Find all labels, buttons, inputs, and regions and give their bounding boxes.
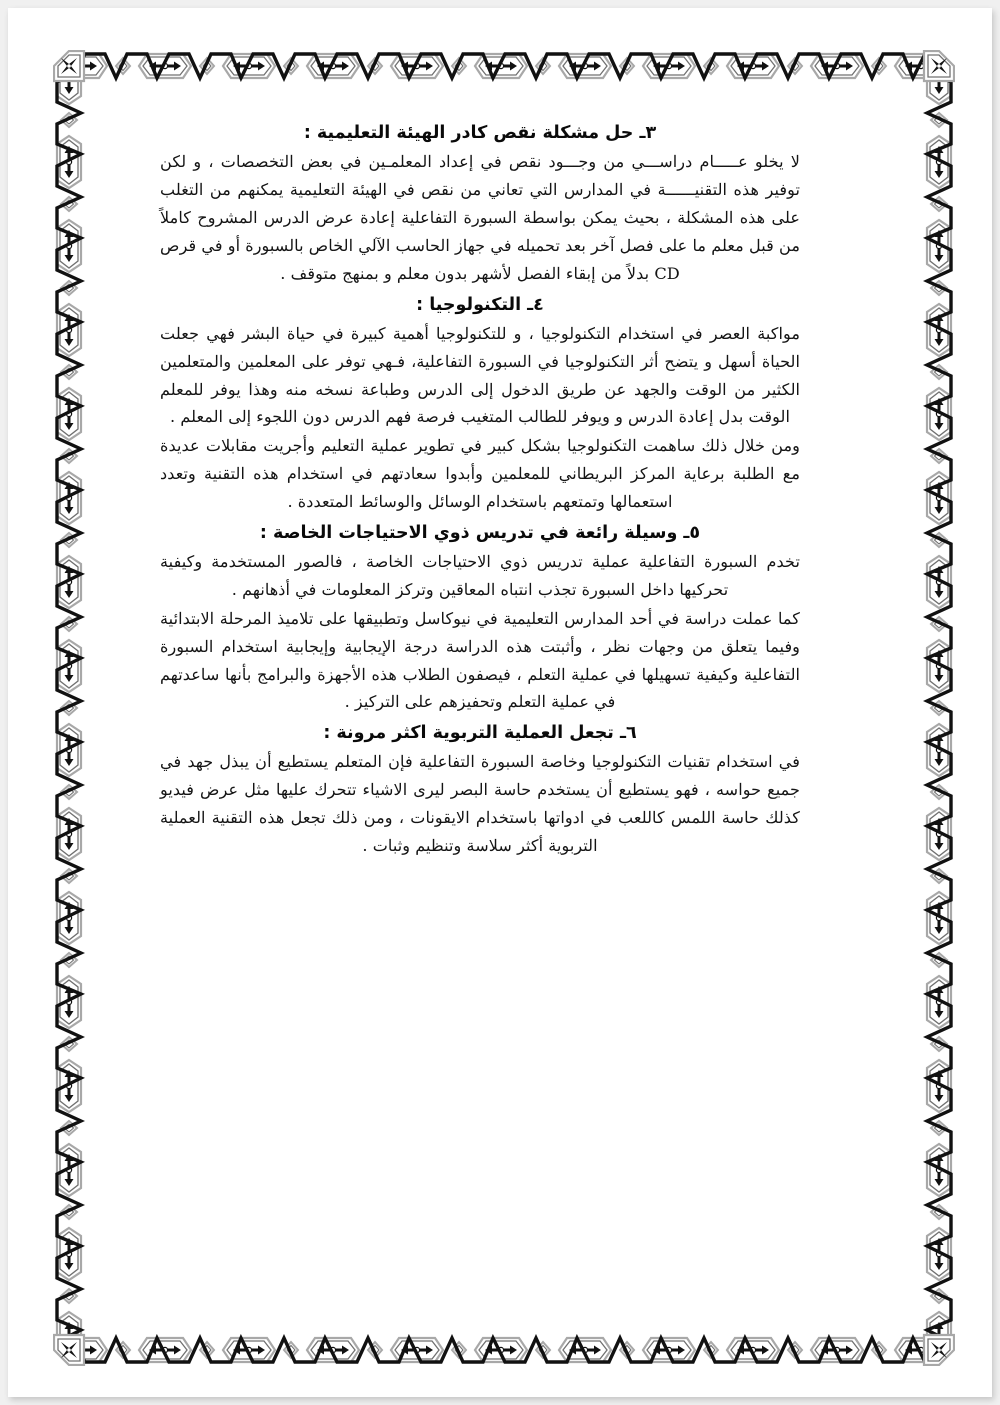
border-corner-bottom-left: [54, 1335, 84, 1365]
border-left: [53, 82, 85, 1334]
document-text-column: [160, 120, 800, 861]
border-right: [923, 82, 955, 1334]
section-heading-5: ٥ـ وسيلة رائعة في تدريس ذوي الاحتياجات الخاصة :: [259, 522, 701, 543]
border-bottom: [85, 1334, 923, 1366]
section-5-paragraph-2: كما عملت دراسة في أحد المدارس التعليمية في نيوكاسل وتطبيقها على تلاميذ المرحلة الابتدائية وفيما يتعلق من وجهات نظر ، وأثبتت هذه الدراسة درجة الإيجابية وإيجابية استخدام السبورة التفاعلية وكيفية تسهيلها في عملية التعلم ، فيصفون الطلاب هذه الأجهزة والبرامج بأنها ساعدتهم في عملية التعلم وتحفيزهم على التركيز .: [160, 608, 800, 712]
section-4-paragraph-2: ومن خلال ذلك ساهمت التكنولوجيا بشكل كبير في تطوير عملية التعليم وأجريت مقابلات عديدة مع الطلبة برعاية المركز البريطاني للمعلمين وأبدوا سعادتهم في استخدام هذه التقنية وتعدد استعمالها وتمتعهم باستخدام الوسائل والوسائط المتعددة .: [160, 436, 800, 511]
section-4-paragraph-1: مواكبة العصر في استخدام التكنولوجيا ، و للتكنولوجيا أهمية كبيرة في حياة البشر فهي جعلت الحياة أسهل و يتضح أثر التكنولوجيا في السبورة التفاعلية، فـهي توفر على المعلمين والمتعلمين الكثير من الوقت والجهد عن طريق الدخول إلى الدرس وطباعة نسخه منه وهذا يوفر للمعلم الوقت بدل إعادة الدرس و ويوفر للطالب المتغيب فرصة فهم الدرس دون اللجوء إلى المعلم .: [160, 323, 800, 427]
section-6-paragraph-1: في استخدام تقنيات التكنولوجيا وخاصة السبورة التفاعلية فإن المتعلم يستطيع أن يبذل جهد في جميع حواسه ، فهو يستطيع أن يستخدم حاسة البصر ليرى الاشياء تتحرك عليها مثل عرض فيديو كذلك حاسة اللمس كاللعب في ادواتها باستخدام الايقونات ، ومن ذلك تجعل هذه التقنية العملية التربوية أكثر سلاسة وتنظيم وثبات .: [160, 752, 800, 856]
section-heading-6: ٦ـ تجعل العملية التربوية اكثر مرونة :: [323, 723, 637, 744]
section-5-paragraph-1: تخدم السبورة التفاعلية عملية تدريس ذوي الاحتياجات الخاصة ، فالصور المستخدمة وكيفية تحركيها داخل السبورة تجذب انتباه المعاقين وتركز المعلومات في أذهانهم .: [160, 552, 800, 599]
document-page-sheet: [8, 8, 992, 1397]
section-3-paragraph-1: لا يخلو عـــــام دراســـي من وجـــود نقص في إعداد المعلمـين في بعض التخصصات ، و لكن توفير هذه التقنيــــــة في المدارس التي تعاني من نقص في الهيئة التعليمية يمكنهم من التغلب على هذه المشكلة ، بحيث يمكن بواسطة السبورة التفاعلية إعادة عرض الدرس المشروح كاملاً من قبل معلم ما على فصل آخر بعد تحميله في جهاز الحاسب الآلي الخاص بالسبورة أو في قرص CD بدلاً من إبقاء الفصل لأشهر بدون معلم و بمنهج متوقف .: [160, 152, 800, 283]
section-heading-3: ٣ـ حل مشكلة نقص كادر الهيئة التعليمية :: [303, 123, 657, 143]
border-top: [85, 50, 923, 82]
section-heading-4: ٤ـ التكنولوجيا :: [416, 294, 544, 315]
border-corner-top-right: [924, 51, 954, 81]
border-corner-bottom-right: [924, 1335, 954, 1365]
border-corner-top-left: [54, 51, 84, 81]
